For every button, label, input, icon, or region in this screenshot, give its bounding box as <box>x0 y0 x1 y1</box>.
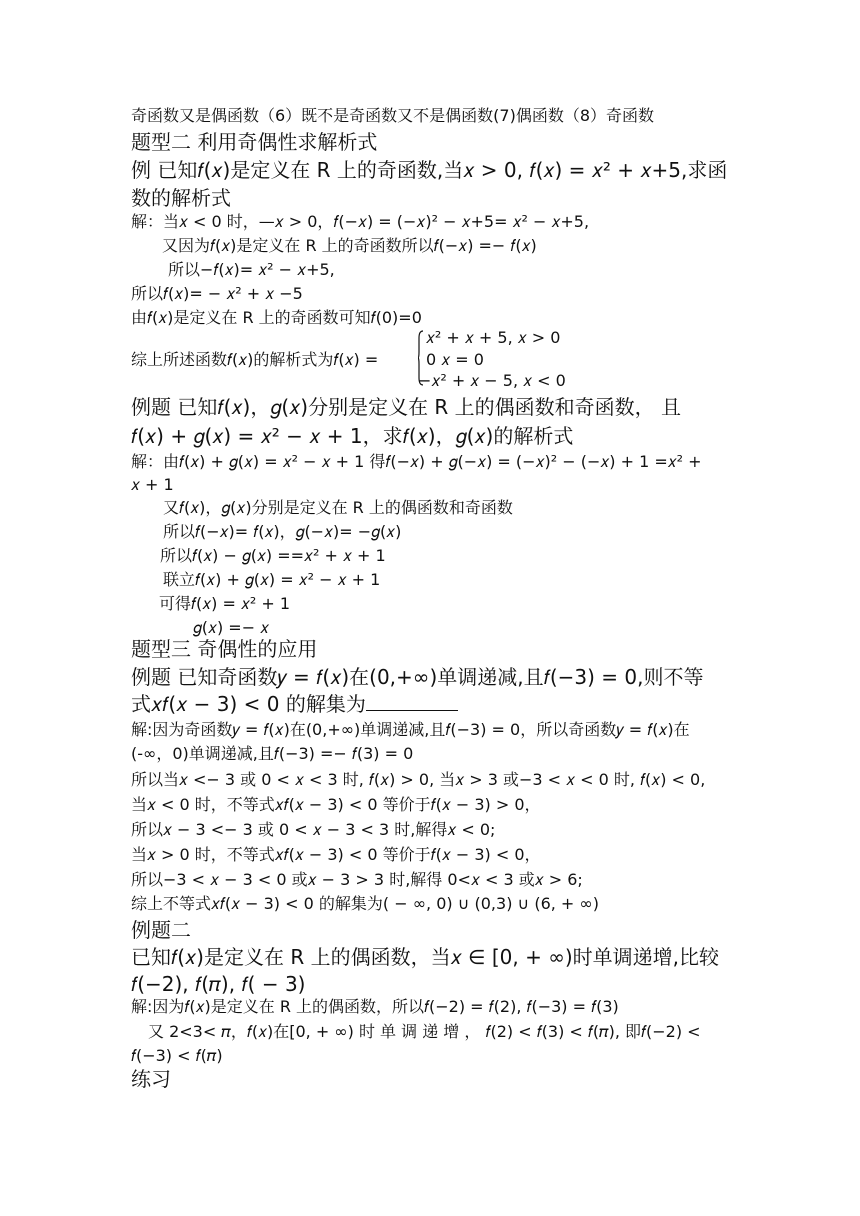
solution-line: 所以𝑓(𝑥)= − 𝑥² + 𝑥 −5 <box>131 284 303 303</box>
solution-line: 解:因为奇函数𝑦 = 𝑓(𝑥)在(0,+∞)单调递减,且𝑓(−3) = 0，所以奇函数𝑦 = 𝑓(𝑥)在 <box>131 720 690 739</box>
solution-line: 解：当𝑥 < 0 时，—𝑥 > 0，𝑓(−𝑥) = (−𝑥)² − 𝑥+5= 𝑥² − 𝑥+5, <box>131 212 590 231</box>
solution-line: 所以𝑓(𝑥) − 𝑔(𝑥) ==𝑥² + 𝑥 + 1 <box>160 546 386 565</box>
section-heading: 例题二 <box>131 918 191 942</box>
section-heading: 题型二 利用奇偶性求解析式 <box>131 130 378 154</box>
example-text: 𝑓(−2), 𝑓(𝜋), 𝑓( − 3) <box>131 972 306 996</box>
answer-blank <box>366 692 458 711</box>
solution-line: 所以𝑥 − 3 <− 3 或 0 < 𝑥 − 3 < 3 时,解得𝑥 < 0; <box>131 820 496 839</box>
example-text: 已知𝑓(𝑥)是定义在 R 上的偶函数，当𝑥 ∈ [0, + ∞)时单调递增,比较 <box>131 945 720 969</box>
solution-line: 𝑥 + 1 <box>131 475 174 494</box>
example-text: 数的解析式 <box>131 186 231 210</box>
piecewise-case: −𝑥² + 𝑥 − 5, 𝑥 < 0 <box>418 371 566 390</box>
solution-line: 联立𝑓(𝑥) + 𝑔(𝑥) = 𝑥² − 𝑥 + 1 <box>163 570 381 589</box>
example-text: 𝑓(𝑥) + 𝑔(𝑥) = 𝑥² − 𝑥 + 1，求𝑓(𝑥)，𝑔(𝑥)的解析式 <box>131 424 574 448</box>
solution-line: 解：由𝑓(𝑥) + 𝑔(𝑥) = 𝑥² − 𝑥 + 1 得𝑓(−𝑥) + 𝑔(−𝑥) = (−𝑥)² − (−𝑥) + 1 =𝑥² + <box>131 452 702 471</box>
solution-line: 可得𝑓(𝑥) = 𝑥² + 1 <box>159 594 291 613</box>
example-text: 例 已知𝑓(𝑥)是定义在 R 上的奇函数,当𝑥 > 0, 𝑓(𝑥) = 𝑥² + 𝑥+5,求函 <box>131 158 728 182</box>
example-text <box>131 691 458 717</box>
example-text: 例题 已知奇函数𝑦 = 𝑓(𝑥)在(0,+∞)单调递减,且𝑓(−3) = 0,则不等 <box>131 665 704 689</box>
solution-line: 所以𝑓(−𝑥)= 𝑓(𝑥)，𝑔(−𝑥)= −𝑔(𝑥) <box>163 522 402 541</box>
solution-line: 综上不等式𝑥𝑓(𝑥 − 3) < 0 的解集为( − ∞, 0) ∪ (0,3) ∪ (6, + ∞) <box>131 894 599 913</box>
solution-line: 所以−3 < 𝑥 − 3 < 0 或𝑥 − 3 > 3 时,解得 0<𝑥 < 3 或𝑥 > 6; <box>131 870 583 889</box>
solution-line: 又 2<3< 𝜋，𝑓(𝑥)在[0, + ∞) 时 单 调 递 增 ， 𝑓(2) < 𝑓(3) < 𝑓(𝜋), 即𝑓(−2) < <box>148 1022 701 1041</box>
example-text: 例题 已知𝑓(𝑥)，𝑔(𝑥)分别是定义在 R 上的偶函数和奇函数， 且 <box>131 395 682 419</box>
solution-line: (-∞，0)单调递减,且𝑓(−3) =− 𝑓(3) = 0 <box>131 744 414 763</box>
example-text-span: 式𝑥𝑓(𝑥 − 3) < 0 的解集为 <box>131 692 366 716</box>
solution-line: 由𝑓(𝑥)是定义在 R 上的奇函数可知𝑓(0)=0 <box>131 308 422 327</box>
solution-line: 𝑔(𝑥) =− 𝑥 <box>193 618 270 637</box>
piecewise-case: 𝑥² + 𝑥 + 5, 𝑥 > 0 <box>426 328 561 347</box>
section-heading: 题型三 奇偶性的应用 <box>131 637 318 661</box>
solution-line: 又因为𝑓(𝑥)是定义在 R 上的奇函数所以𝑓(−𝑥) =− 𝑓(𝑥) <box>162 236 537 255</box>
solution-line: 当𝑥 < 0 时，不等式𝑥𝑓(𝑥 − 3) < 0 等价于𝑓(𝑥 − 3) > 0， <box>131 795 541 814</box>
solution-line: 所以当𝑥 <− 3 或 0 < 𝑥 < 3 时, 𝑓(𝑥) > 0, 当𝑥 > 3 或−3 < 𝑥 < 0 时, 𝑓(𝑥) < 0, <box>131 770 706 789</box>
section-heading: 练习 <box>131 1067 171 1091</box>
solution-line: 又𝑓(𝑥)，𝑔(𝑥)分别是定义在 R 上的偶函数和奇函数 <box>163 498 513 517</box>
solution-line: 综上所述函数𝑓(𝑥)的解析式为𝑓(𝑥) = <box>131 350 379 369</box>
text-line: 奇函数又是偶函数（6）既不是奇函数又不是偶函数(7)偶函数（8）奇函数 <box>131 106 655 125</box>
solution-line: 所以−𝑓(𝑥)= 𝑥² − 𝑥+5, <box>168 260 335 279</box>
solution-line: 𝑓(−3) < 𝑓(𝜋) <box>131 1046 223 1065</box>
solution-line: 当𝑥 > 0 时，不等式𝑥𝑓(𝑥 − 3) < 0 等价于𝑓(𝑥 − 3) < 0， <box>131 845 541 864</box>
solution-line: 解:因为𝑓(𝑥)是定义在 R 上的偶函数，所以𝑓(−2) = 𝑓(2), 𝑓(−3) = 𝑓(3) <box>131 997 619 1016</box>
piecewise-case: 0 𝑥 = 0 <box>426 350 484 369</box>
